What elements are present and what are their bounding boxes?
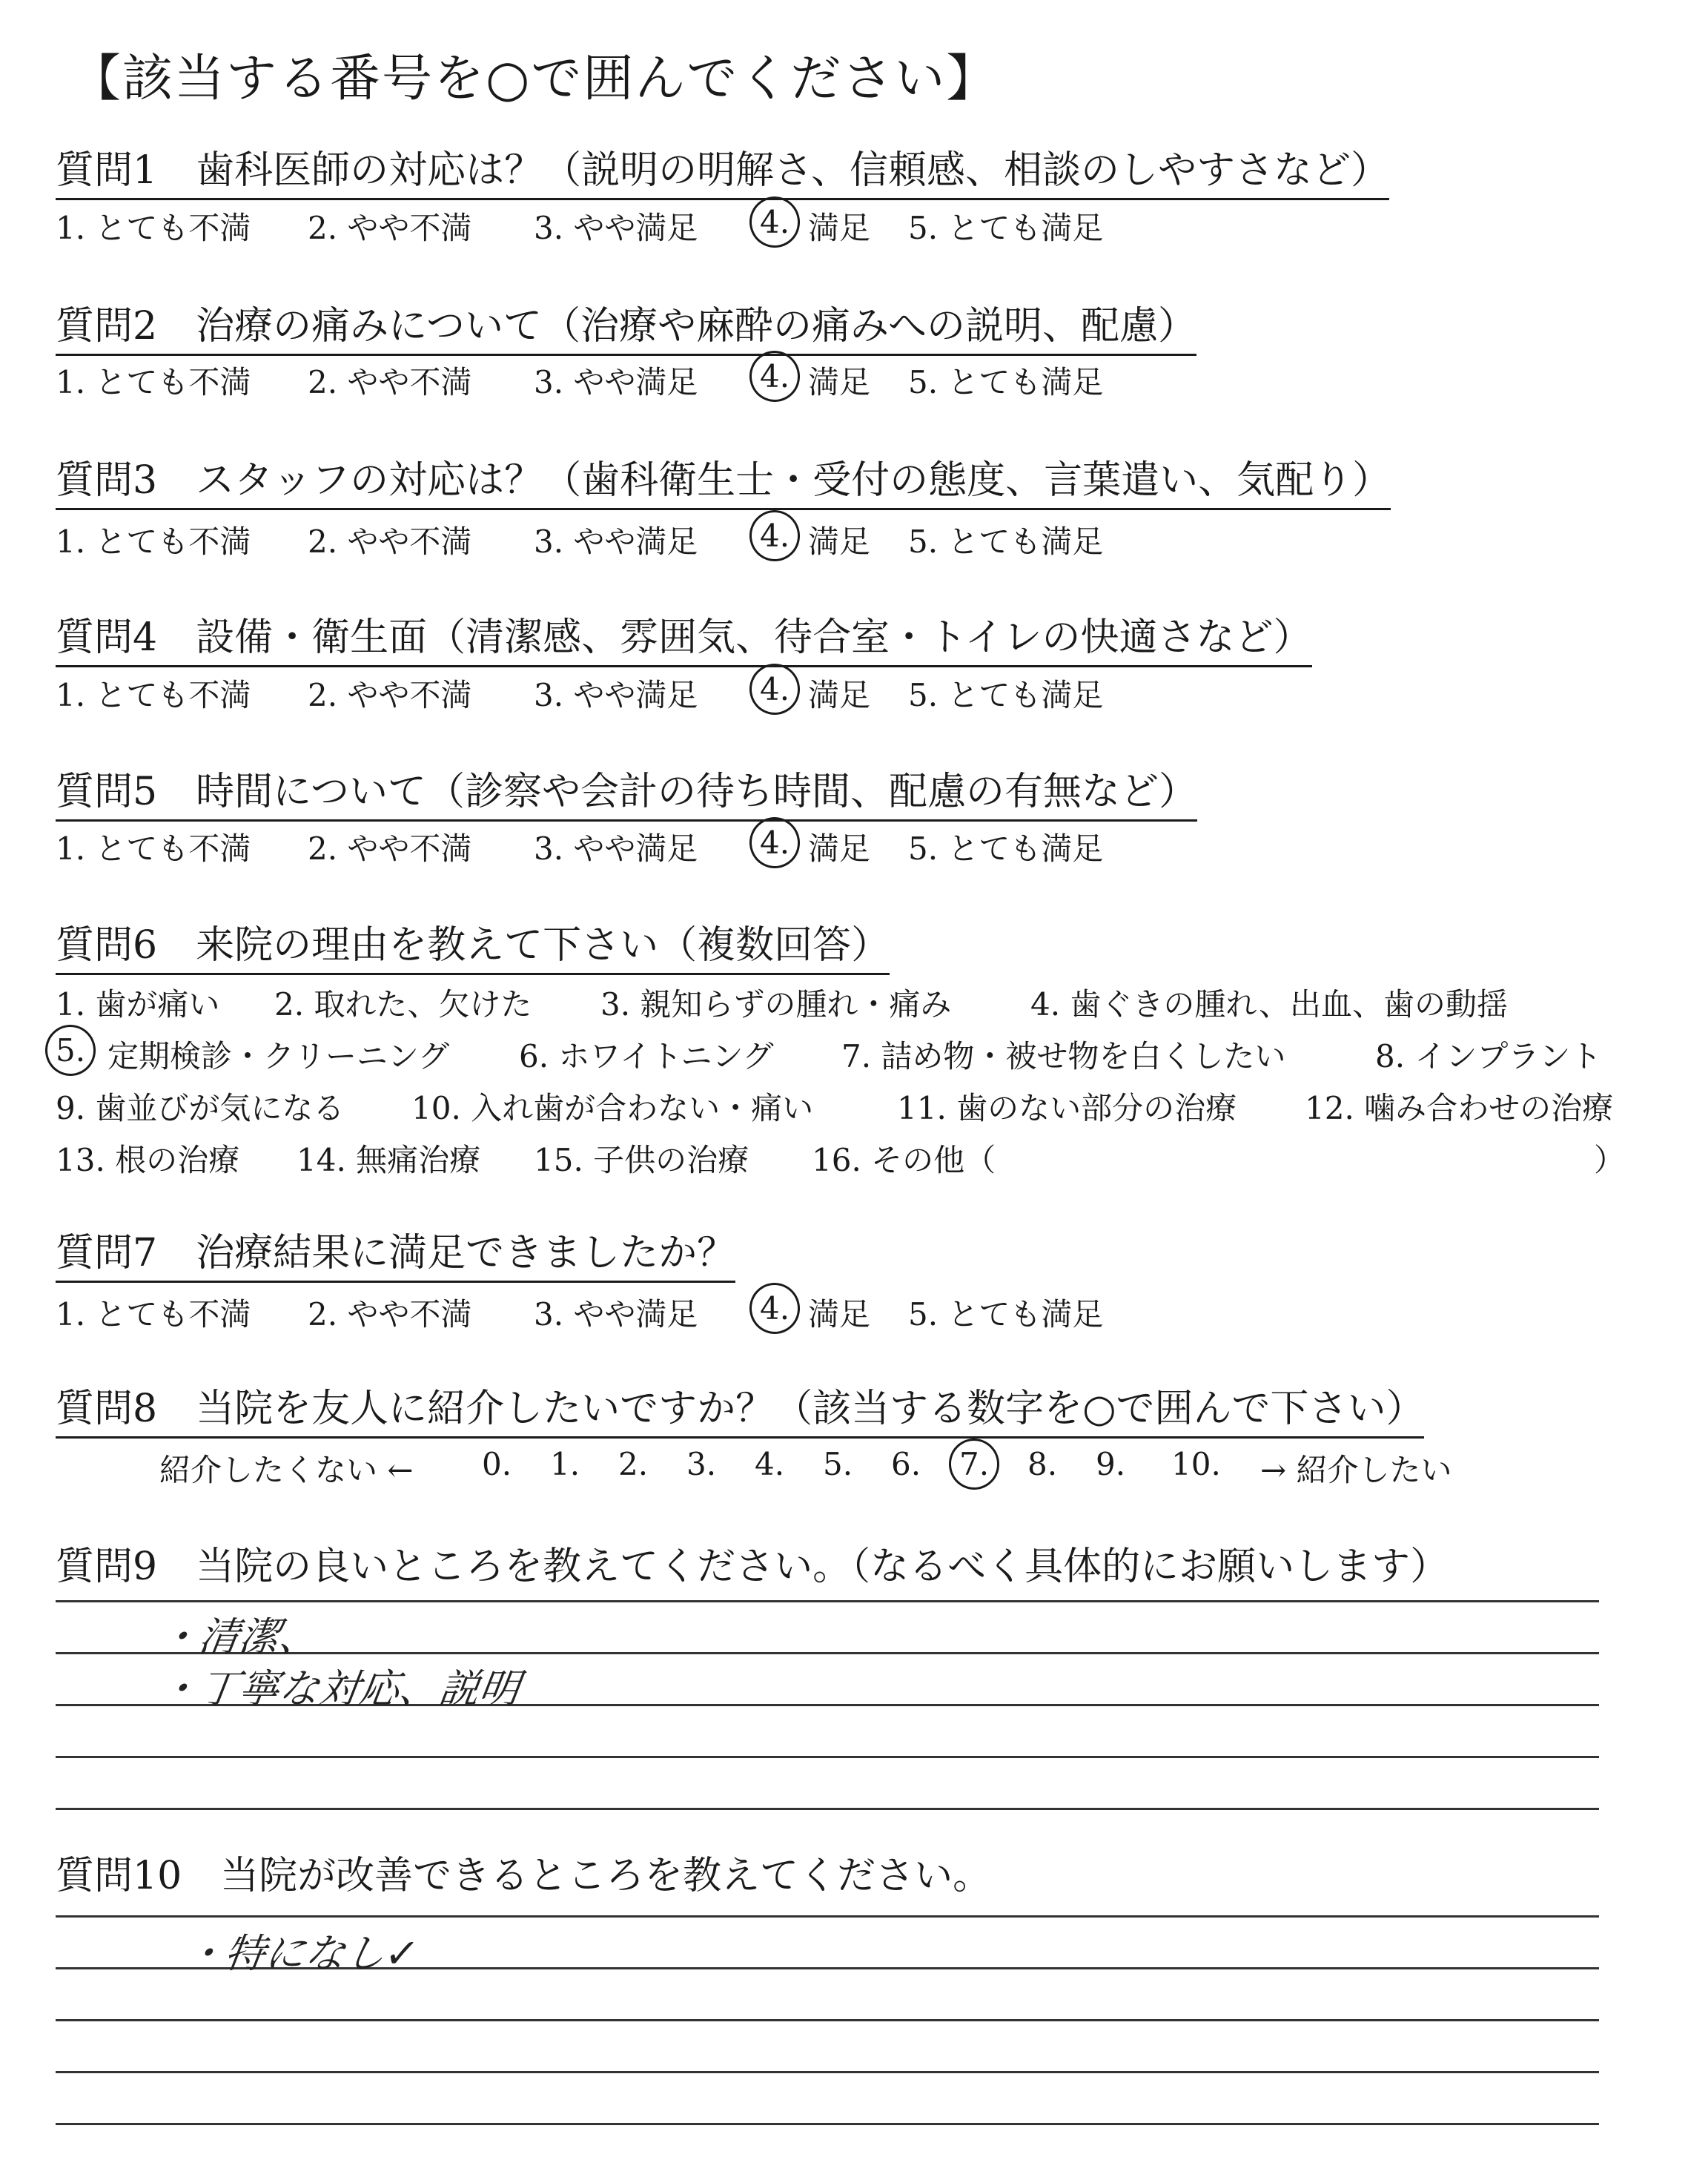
option-4-label: 満足 — [808, 364, 871, 400]
question-1-options — [56, 204, 1104, 248]
question-7-title: 質問7 治療結果に満足できましたか？ — [56, 1227, 735, 1283]
option-2[interactable]: 2. やや不満 — [308, 830, 472, 867]
q8-option-9[interactable]: 9. — [1096, 1446, 1126, 1482]
q8-option-10[interactable]: 10. — [1171, 1446, 1221, 1482]
question-5-title: 質問5 時間について（診察や会計の待ち時間、配慮の有無など） — [56, 766, 1197, 822]
q6-option-5-circled[interactable]: 5. — [56, 1032, 86, 1069]
option-1[interactable]: 1. とても不満 — [56, 524, 251, 560]
q6-option-2[interactable]: 2. 取れた、欠けた — [274, 986, 532, 1023]
q6-option-15[interactable]: 15. 子供の治療 — [534, 1142, 749, 1178]
q10-answer-1: ・特になし✓ — [182, 1930, 423, 1977]
option-4-label: 満足 — [808, 830, 871, 867]
option-3[interactable]: 3. やや満足 — [534, 364, 698, 400]
answer-line — [56, 2071, 1599, 2073]
option-4-circled[interactable]: 4. — [760, 1290, 790, 1327]
q8-option-2[interactable]: 2. — [618, 1446, 649, 1482]
option-3[interactable]: 3. やや満足 — [534, 677, 698, 713]
option-3[interactable]: 3. やや満足 — [534, 1296, 698, 1332]
option-2[interactable]: 2. やや不満 — [308, 677, 472, 713]
q8-option-5[interactable]: 5. — [823, 1446, 853, 1482]
answer-line — [56, 2123, 1599, 2125]
option-1[interactable]: 1. とても不満 — [56, 830, 251, 867]
q6-option-6[interactable]: 6. ホワイトニング — [519, 1038, 774, 1074]
answer-line — [56, 2019, 1599, 2021]
option-1[interactable]: 1. とても不満 — [56, 210, 251, 246]
q6-line-2 — [56, 1032, 1602, 1077]
q8-option-3[interactable]: 3. — [686, 1446, 717, 1482]
option-4-label: 満足 — [808, 524, 871, 560]
q6-option-4[interactable]: 4. 歯ぐきの腫れ、出血、歯の動揺 — [1030, 986, 1508, 1023]
q6-option-7[interactable]: 7. 詰め物・被せ物を白くしたい — [841, 1038, 1286, 1074]
option-2[interactable]: 2. やや不満 — [308, 1296, 472, 1332]
answer-line — [56, 1600, 1599, 1602]
option-2[interactable]: 2. やや不満 — [308, 210, 472, 246]
question-6-title: 質問6 来院の理由を教えて下さい（複数回答） — [56, 919, 890, 975]
option-2[interactable]: 2. やや不満 — [308, 524, 472, 560]
option-5[interactable]: 5. とても満足 — [908, 830, 1104, 867]
option-3[interactable]: 3. やや満足 — [534, 210, 698, 246]
question-3-title: 質問3 スタッフの対応は？（歯科衛生士・受付の態度、言葉遣い、気配り） — [56, 455, 1391, 510]
q9-answer-2: ・丁寧な対応、説明 — [156, 1665, 523, 1712]
option-5[interactable]: 5. とても満足 — [908, 364, 1104, 400]
q8-option-4[interactable]: 4. — [755, 1446, 785, 1482]
q6-option-12[interactable]: 12. 噛み合わせの治療 — [1305, 1090, 1614, 1126]
answer-line — [56, 1915, 1599, 1918]
answer-line — [56, 1808, 1599, 1810]
q8-option-1[interactable]: 1. — [550, 1446, 580, 1482]
option-1[interactable]: 1. とても不満 — [56, 364, 251, 400]
q6-option-11[interactable]: 11. 歯のない部分の治療 — [897, 1090, 1237, 1126]
question-5-options — [56, 825, 1104, 869]
q6-option-10[interactable]: 10. 入れ歯が合わない・痛い — [411, 1090, 814, 1126]
option-4-label: 満足 — [808, 1296, 871, 1332]
question-7-options — [56, 1290, 1104, 1335]
q8-left-label: 紹介したくない ← — [159, 1452, 414, 1488]
q6-option-16-close: ） — [1594, 1142, 1626, 1178]
question-8-title: 質問8 当院を友人に紹介したいですか？（該当する数字を○で囲んで下さい） — [56, 1383, 1424, 1439]
q6-option-9[interactable]: 9. 歯並びが気になる — [56, 1090, 345, 1126]
option-4-circled[interactable]: 4. — [760, 671, 790, 707]
question-1-title: 質問1 歯科医師の対応は？（説明の明解さ、信頼感、相談のしやすさなど） — [56, 145, 1389, 200]
q6-option-8[interactable]: 8. インプラント — [1375, 1038, 1602, 1074]
option-4-circled[interactable]: 4. — [760, 518, 790, 554]
question-3-options — [56, 518, 1104, 562]
page-title: 【該当する番号を○で囲んでください】 — [70, 50, 999, 108]
option-3[interactable]: 3. やや満足 — [534, 830, 698, 867]
q8-option-7-circled[interactable]: 7. — [959, 1446, 990, 1482]
option-4-circled[interactable]: 4. — [760, 204, 790, 240]
question-4-options — [56, 671, 1104, 716]
q6-option-5-label: 定期検診・クリーニング — [107, 1038, 450, 1074]
q6-option-3[interactable]: 3. 親知らずの腫れ・痛み — [600, 986, 952, 1023]
option-5[interactable]: 5. とても満足 — [908, 210, 1104, 246]
answer-line — [56, 1756, 1599, 1758]
option-5[interactable]: 5. とても満足 — [908, 524, 1104, 560]
option-1[interactable]: 1. とても不満 — [56, 1296, 251, 1332]
q8-option-8[interactable]: 8. — [1027, 1446, 1058, 1482]
option-2[interactable]: 2. やや不満 — [308, 364, 472, 400]
q8-option-6[interactable]: 6. — [891, 1446, 921, 1482]
option-4-label: 満足 — [808, 210, 871, 246]
q6-option-14[interactable]: 14. 無痛治療 — [297, 1142, 481, 1178]
q6-option-13[interactable]: 13. 根の治療 — [56, 1142, 240, 1178]
question-2-title: 質問2 治療の痛みについて（治療や麻酔の痛みへの説明、配慮） — [56, 300, 1196, 356]
option-5[interactable]: 5. とても満足 — [908, 1296, 1104, 1332]
question-4-title: 質問4 設備・衛生面（清潔感、雰囲気、待合室・トイレの快適さなど） — [56, 612, 1312, 667]
q8-scale — [159, 1446, 1452, 1488]
question-10-title: 質問10 当院が改善できるところを教えてください。 — [56, 1854, 992, 1898]
question-9-title: 質問9 当院の良いところを教えてください。（なるべく具体的にお願いします） — [56, 1545, 1449, 1589]
option-4-label: 満足 — [808, 677, 871, 713]
q6-option-16[interactable]: 16. その他（ — [812, 1142, 996, 1178]
option-1[interactable]: 1. とても不満 — [56, 677, 251, 713]
q9-answer-1: ・清潔、 — [156, 1614, 322, 1660]
option-3[interactable]: 3. やや満足 — [534, 524, 698, 560]
option-4-circled[interactable]: 4. — [760, 358, 790, 394]
option-5[interactable]: 5. とても満足 — [908, 677, 1104, 713]
option-4-circled[interactable]: 4. — [760, 825, 790, 861]
q6-option-1[interactable]: 1. 歯が痛い — [56, 986, 220, 1023]
q8-option-0[interactable]: 0. — [482, 1446, 512, 1482]
question-2-options — [56, 358, 1104, 403]
q8-right-label: → 紹介したい — [1260, 1452, 1452, 1488]
